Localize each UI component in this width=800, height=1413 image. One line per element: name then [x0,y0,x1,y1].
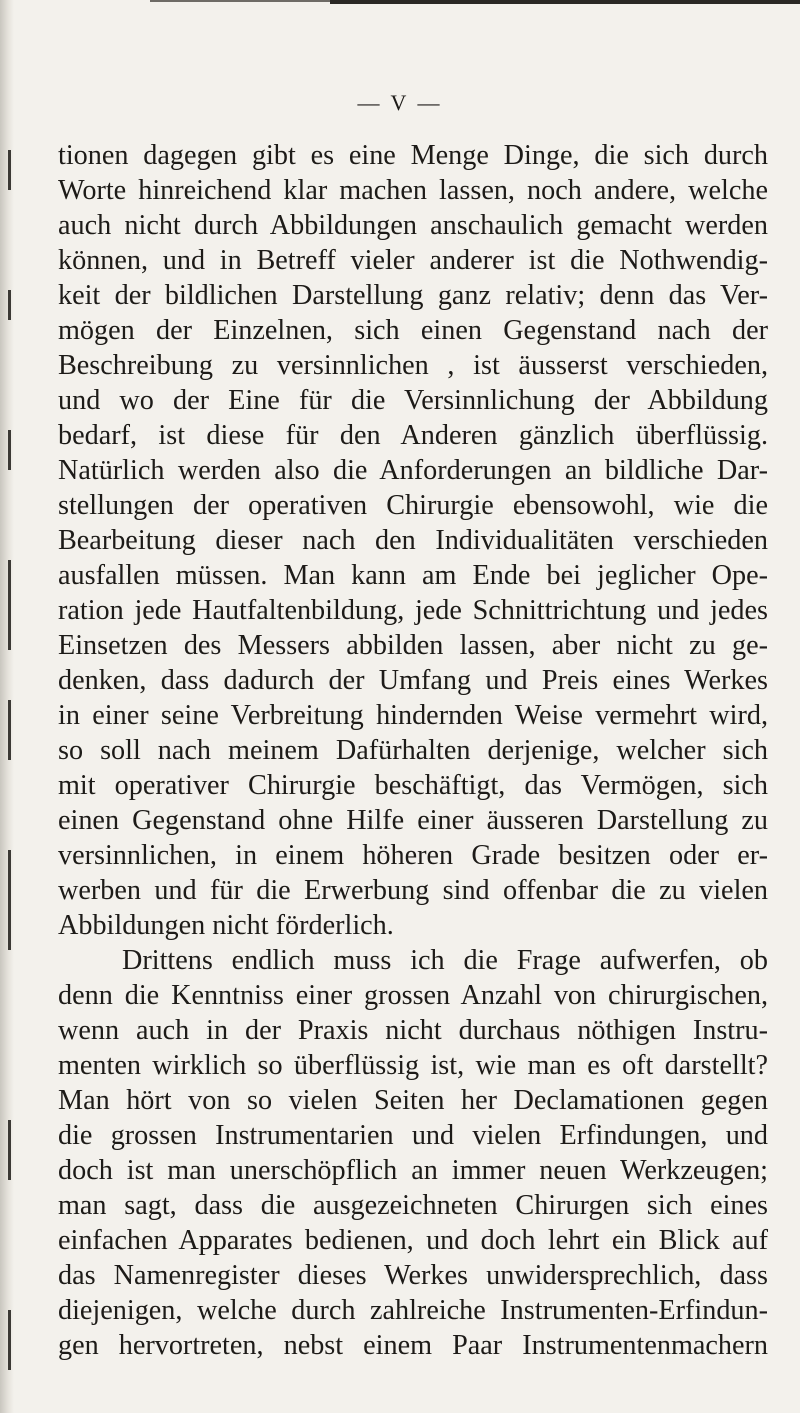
text-line: werben und für die Erwerbung sind offenbar die zu vielen [58,875,768,906]
text-line: keit der bildlichen Darstellung ganz relativ; denn das Ver- [58,280,768,311]
text-line: auch nicht durch Abbildungen anschaulich gemacht werden [58,210,768,241]
margin-mark [8,1120,11,1180]
text-line: einfachen Apparates bedienen, und doch lehrt ein Blick auf [58,1225,768,1256]
text-line: diejenigen, welche durch zahlreiche Instrumenten-Erfindun- [58,1295,768,1326]
body-text [58,138,768,1363]
text-line: Beschreibung zu versinnlichen , ist äusserst verschieden, [58,350,768,381]
text-line: denken, dass dadurch der Umfang und Preis eines Werkes [58,665,768,696]
page-edge-shadow [0,0,14,1413]
margin-mark [8,150,11,190]
margin-mark [8,560,11,650]
text-line: die grossen Instrumentarien und vielen Erfindungen, und [58,1120,768,1151]
text-line: tionen dagegen gibt es eine Menge Dinge, die sich durch [58,140,768,171]
text-line: versinnlichen, in einem höheren Grade besitzen oder er- [58,840,768,871]
text-line: in einer seine Verbreitung hindernden Weise vermehrt wird, [58,700,768,731]
text-line: Natürlich werden also die Anforderungen an bildliche Dar- [58,455,768,486]
text-line: Bearbeitung dieser nach den Individualitäten verschieden [58,525,768,556]
text-line: doch ist man unerschöpflich an immer neuen Werkzeugen; [58,1155,768,1186]
text-line: bedarf, ist diese für den Anderen gänzlich überflüssig. [58,420,768,451]
margin-mark [8,1310,11,1370]
text-line: Einsetzen des Messers abbilden lassen, aber nicht zu ge- [58,630,768,661]
text-line-paragraph-end: Abbildungen nicht förderlich. [58,910,394,941]
text-line: so soll nach meinem Dafürhalten derjenige, welcher sich [58,735,768,766]
text-line: denn die Kenntniss einer grossen Anzahl von chirurgischen, [58,980,768,1011]
text-line: ration jede Hautfaltenbildung, jede Schnittrichtung und jedes [58,595,768,626]
text-line: das Namenregister dieses Werkes unwidersprechlich, dass [58,1260,768,1291]
text-line: Man hört von so vielen Seiten her Declamationen gegen [58,1085,768,1116]
text-line: einen Gegenstand ohne Hilfe einer äusseren Darstellung zu [58,805,768,836]
text-line: mögen der Einzelnen, sich einen Gegenstand nach der [58,315,768,346]
text-line: man sagt, dass die ausgezeichneten Chirurgen sich eines [58,1190,768,1221]
text-line-paragraph-start: Drittens endlich muss ich die Frage aufwerfen, ob [122,945,768,976]
margin-mark [8,700,11,760]
text-line: und wo der Eine für die Versinnlichung der Abbildung [58,385,768,416]
margin-mark [8,430,11,470]
top-border-rule-thin [150,0,330,2]
text-line: menten wirklich so überflüssig ist, wie man es oft darstellt? [58,1050,768,1081]
top-border-rule [330,0,800,4]
text-line: gen hervortreten, nebst einem Paar Instrumentenmachern [58,1330,768,1361]
text-line: können, und in Betreff vieler anderer ist die Nothwendig- [58,245,768,276]
text-line: ausfallen müssen. Man kann am Ende bei jeglicher Ope- [58,560,768,591]
text-line: wenn auch in der Praxis nicht durchaus nöthigen Instru- [58,1015,768,1046]
text-line: stellungen der operativen Chirurgie ebensowohl, wie die [58,490,768,521]
page-number: — V — [357,90,443,115]
margin-mark [8,850,11,950]
margin-mark [8,290,11,320]
text-line: mit operativer Chirurgie beschäftigt, das Vermögen, sich [58,770,768,801]
text-line: Worte hinreichend klar machen lassen, noch andere, welche [58,175,768,206]
